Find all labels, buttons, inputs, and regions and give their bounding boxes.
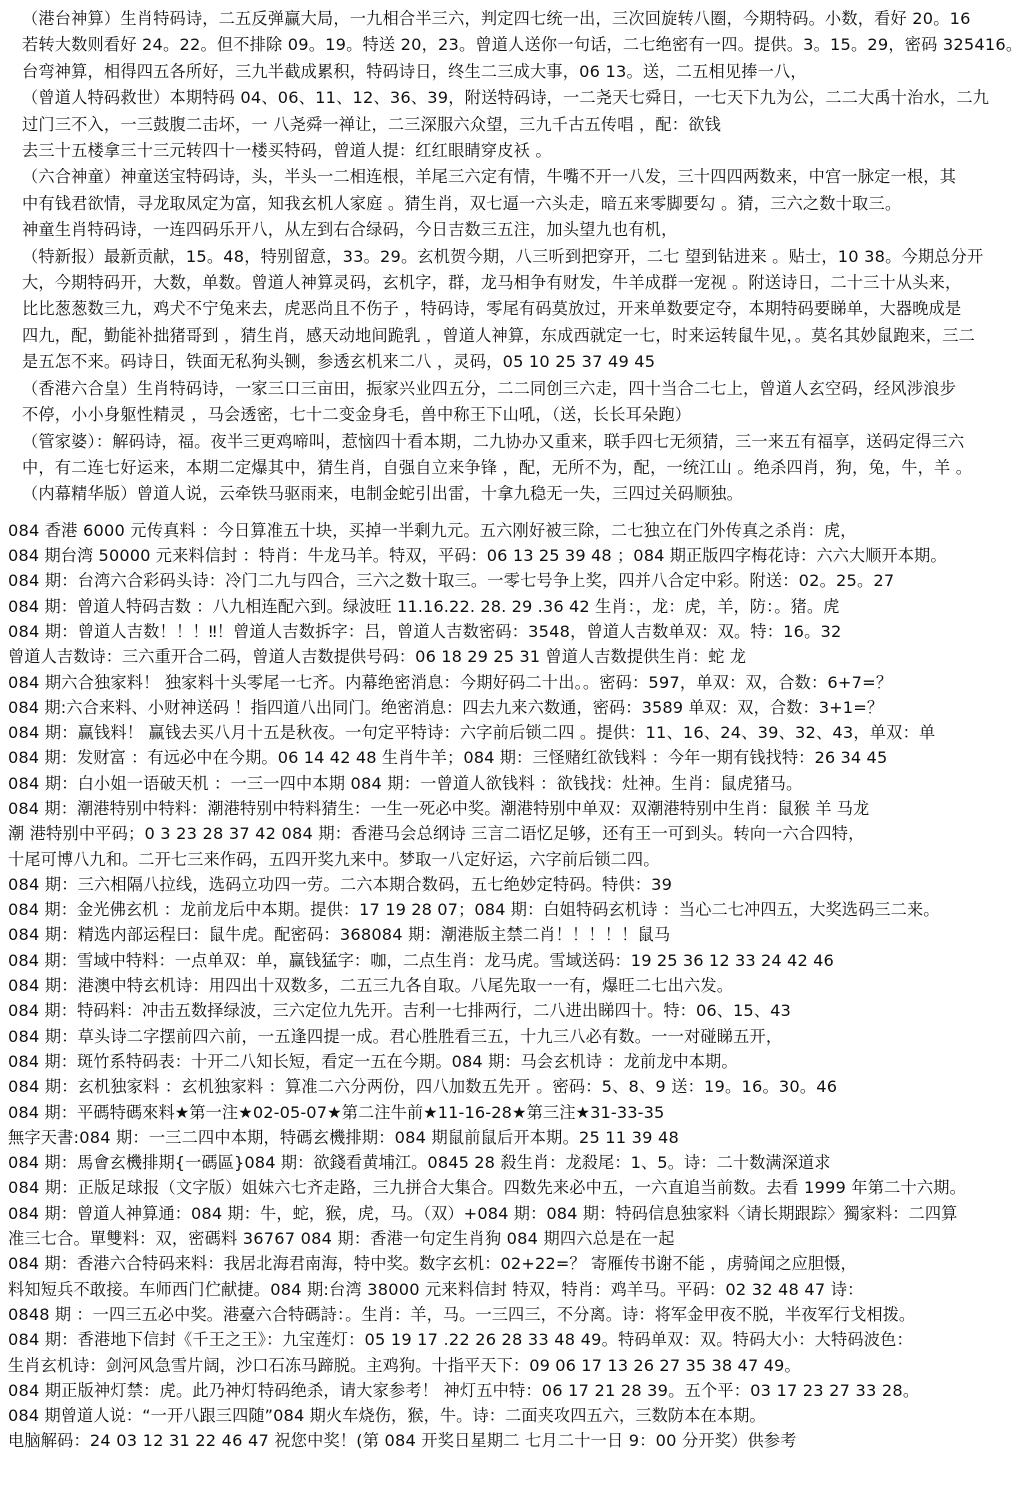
text-line: 084 期曾道人说：“一开八跟三四随”084 期火车烧伤，猴，牛。诗：二面夹攻四五六，三数防本在本期。 bbox=[8, 1406, 766, 1426]
text-line: 准三七合。單雙料：双，密碼料 36767 084 期：香港一句定生肖狗 084 期四六总是在一起 bbox=[8, 1229, 675, 1249]
text-line: 电脑解码：24 03 12 31 22 46 47 祝您中奖！(第 084 开奖日星期二 七月二十一日 9：00 分开奖）供参考 bbox=[8, 1431, 797, 1451]
text-line: 不停，小小身躯性精灵 ，马会透密，七十二变金身毛，兽中称王下山吼，（送，长长耳朵跑） bbox=[22, 405, 692, 425]
bottom-text-block bbox=[0, 508, 1034, 1454]
text-line: 去三十五楼拿三十三元转四十一楼买特码，曾道人提：红红眼睛穿皮袄 。 bbox=[22, 141, 552, 161]
top-text-block bbox=[0, 0, 1034, 508]
text-line: 084 期:六合来料、小财神送码 ！指四道八出同门。绝密消息：四去九来六数通，密码：3589 单双：双，合数：3+1=？ bbox=[8, 697, 884, 717]
text-line: 084 期：雪域中特料：一点单双：单，赢钱猛字：咖，二点生肖：龙马虎。雪域送码：19 25 36 12 33 24 42 46 bbox=[8, 950, 834, 970]
text-line: 大，今期特码开，大数，单数。曾道人神算灵码，玄机字，群，龙马相争有财发，牛羊成群一宠视 。附送诗日，二十三十从头来， bbox=[22, 273, 962, 293]
text-line: 084 期：港澳中特玄机诗：用四出十双数多，二五三九各自取。八尾先取一一有，爆旺二七出六发。 bbox=[8, 976, 734, 996]
text-line: 084 期：金光佛玄机 ：龙前龙后中本期。提供：17 19 28 07；084 期：白姐特码玄机诗 ：当心二七冲四五，大奖选码三二来。 bbox=[8, 900, 940, 920]
text-line: 084 期：斑竹系特码表：十开二八知长短，看定一五在今期。084 期：马会玄机诗 ：龙前龙中本期。 bbox=[8, 1051, 738, 1071]
text-line: 084 期：精选内部运程曰：鼠牛虎。配密码：368084 期：潮港版主禁二肖！！！！！鼠马 bbox=[8, 925, 671, 945]
text-line: 是五怎不来。码诗日，铁面无私狗头铡，参透玄机来二八 ，灵码，05 10 25 37 49 45 bbox=[22, 352, 656, 372]
text-line: 084 香港 6000 元传真料 ：今日算准五十块，买掉一半剩九元。五六刚好被三除，二七独立在门外传真之杀肖：虎， bbox=[8, 520, 857, 540]
text-line: 084 期：玄机独家料 ：玄机独家料 ：算准二六分两份，四八加数五先开 。密码：5、8、9 送：19。16。30。46 bbox=[8, 1077, 838, 1097]
text-line: 084 期：潮港特别中特料：潮港特别中特料猜生：一生一死必中奖。潮港特别中单双：双潮港特别中生肖：鼠猴 羊 马龙 bbox=[8, 798, 870, 818]
text-line: 生肖玄机诗：剑河风急雪片阔，沙口石冻马蹄脱。主鸡狗。十指平天下：09 06 17 13 26 27 35 38 47 49。 bbox=[8, 1355, 801, 1375]
text-line: 084 期：白小姐一语破天机 ：一三一四中本期 084 期：一曾道人欲钱料 ：欲钱找：灶神。生肖：鼠虎猪马。 bbox=[8, 773, 803, 793]
text-line: 084 期：曾道人神算通：084 期：牛，蛇，猴，虎，马。（双）+084 期：084 期：特码信息独家料〈请长期跟踪〉獨家料：二四算 bbox=[8, 1203, 958, 1223]
text-line: 过门三不入，一三鼓腹二击坏，一 八尧舜一禅让，二三深服六众望，三九千古五传唱 ，配：欲钱 bbox=[22, 114, 721, 134]
text-line: 084 期：发财富 ：有远必中在今期。06 14 42 48 生肖牛羊；084 期：三怪赌红欲钱料 ：今年一期有钱找特：26 34 45 bbox=[8, 748, 888, 768]
text-line: 084 期：曾道人吉数！！！‼！曾道人吉数拆字：吕，曾道人吉数密码：3548，曾道人吉数单双：双。特：16。32 bbox=[8, 621, 842, 641]
text-line: 四九，配，勤能补拙猪哥到 ，猜生肖，感天动地间跪乳 ，曾道人神算，东成西就定一七，时来运转鼠牛见，。莫名其妙鼠跑来，三二 bbox=[22, 325, 976, 345]
text-line: 084 期台湾 50000 元来料信封 ：特肖：牛龙马羊。特双，平码：06 13 25 39 48 ；084 期正版四字梅花诗：六六大顺开本期。 bbox=[8, 546, 947, 566]
text-line: 084 期六合独家料！ 独家料十头零尾一七齐。内幕绝密消息：今期好码二十出。。密码：597，单双：双，合数：6+7=？ bbox=[8, 672, 893, 692]
text-line: 比比葱葱数三九，鸡犬不宁兔来去，虎恶尚且不伤子 ，特码诗，零尾有码莫放过，开来单数要定夺，本期特码要睇单，大器晚成是 bbox=[22, 299, 962, 319]
text-line: 084 期：台湾六合彩码头诗：冷门二九与四合，三六之数十取三。一零七号争上奖，四并八合定中彩。附送：02。25。27 bbox=[8, 571, 895, 591]
text-line: （特新报）最新贡献，15。48，特别留意，33。29。玄机贺今期，八三听到把穿开，二七 望到钻进来 。贴士，10 38。今期总分开 bbox=[22, 246, 984, 266]
text-line: 084 期：三六相隔八拉线，选码立功四一劳。二六本期合数码，五七绝妙定特码。特供：39 bbox=[8, 874, 673, 894]
text-line: 084 期：特码料：冲击五数择绿波，三六定位九先开。吉利一七排两行，二八进出睇四十。特：06、15、43 bbox=[8, 1001, 791, 1021]
text-line: （内幕精华版）曾道人说，云牵铁马驱雨来，电制金蛇引出雷，十拿九稳无一失，三四过关码顺独。 bbox=[22, 484, 744, 504]
text-line: 無字天書:084 期：一三二四中本期，特碼玄機排期：084 期鼠前鼠后开本期。25 11 39 48 bbox=[8, 1127, 679, 1147]
text-line: 084 期：香港六合特码来料：我居北海君南海，特中奖。数字玄机：02+22=？ 寄雁传书谢不能 ，虏骑闻之应胆慑， bbox=[8, 1254, 857, 1274]
text-line: 084 期：平碼特碼來料★第一注★02-05-07★第二注牛前★11-16-28★第三注★31-33-35 bbox=[8, 1102, 665, 1122]
text-line: 084 期：赢钱料！ 赢钱去买八月十五是秋夜。一句定平特诗：六字前后锁二四 。提供：11、16、24、39、32、43，单双：单 bbox=[8, 723, 936, 743]
text-line: （六合神童）神童送宝特码诗，头，半头一二相连根，羊尾三六定有情，牛嘴不开一八发，三十四四两数来，中宫一脉定一根，其 bbox=[22, 167, 957, 187]
text-line: 0848 期 ：一四三五必中奖。港臺六合特碼詩：。生肖：羊，马。一三四三，不分离。诗：将军金甲夜不脱，半夜军行戈相拨。 bbox=[8, 1304, 916, 1324]
text-line: （港台神算）生肖特码诗，二五反弹赢大局，一九相合半三六，判定四七统一出，三次回旋转八圈，今期特码。小数，看好 20。16 bbox=[22, 9, 971, 28]
text-line: 若转大数则看好 24。22。但不排除 09。19。特送 20，23。曾道人送你一句话，二七绝密有一四。提供。3。15。29，密码 325416。 bbox=[22, 35, 1023, 55]
text-line: 084 期：草头诗二字摆前四六前，一五逢四提一成。君心胜胜看三五，十九三八必有数。一一对碰睇五开， bbox=[8, 1026, 783, 1046]
text-line: （曾道人特码救世）本期特码 04、06、11、12、36、39，附送特码诗，一二尧天七舜日，一七天下九为公，二二大禹十治水，二九 bbox=[22, 88, 990, 108]
text-line: 084 期：正版足球报（文字版）姐妹六七齐走路，三九拼合大集合。四数先来必中五，一六直追当前数。去看 1999 年第二十六期。 bbox=[8, 1178, 967, 1198]
text-line: 曾道人吉数诗：三六重开合二码，曾道人吉数提供号码：06 18 29 25 31 曾道人吉数提供生肖：蛇 龙 bbox=[8, 647, 747, 667]
text-line: 台弯神算，相得四五各所好，三九半截成累积，特码诗日，终生二三成大事，06 13。送，二五相见捧一八， bbox=[22, 61, 807, 81]
text-line: 料知短兵不敢接。车师西门伫献捷。084 期:台湾 38000 元来料信封 特双，特肖：鸡羊马。平码：02 32 48 47 诗： bbox=[8, 1279, 864, 1299]
text-line: （香港六合皇）生肖特码诗，一家三口三亩田，振家兴业四五分，二二同创三六走，四十当合二七上，曾道人玄空码，经风涉浪步 bbox=[22, 378, 957, 398]
text-line: 084 期：曾道人特码吉数 ：八九相连配六到。绿波旺 11.16.22. 28. 29 .36 42 生肖：，龙：虎，羊，防：。猪。虎 bbox=[8, 596, 840, 616]
text-line: 084 期：馬會玄機排期{一碼區}084 期：欲錢看黄埔江。0845 28 殺生肖：龙殺尾：1、5。诗：二十数满深道求 bbox=[8, 1153, 831, 1173]
text-line: 神童生肖特码诗，一连四码乐开八，从左到右合绿码，今日吉数三五注，加头望九也有机， bbox=[22, 220, 678, 240]
text-line: 084 期正版神灯禁：虎。此乃神灯特码绝杀，请大家参考！ 神灯五中特：06 17 21 28 39。五个平：03 17 23 27 33 28。 bbox=[8, 1380, 920, 1400]
text-line: （管家婆）：解码诗，福。夜半三更鸡啼叫，惹恼四十看本期，二九协办又重来，联手四七无须猜，三一来五有福享，送码定得三六 bbox=[22, 431, 965, 451]
text-line: 潮 港特别中平码；0 3 23 28 37 42 084 期：香港马会总纲诗 三言二语忆足够，还有王一可到头。转向一六合四特， bbox=[8, 824, 865, 844]
text-line: 中有钱君欲情，寻龙取凤定为富，知我玄机人家庭 。猜生肖，双七逼一六头走，暗五来零脚要勾 。猜，三六之数十取三。 bbox=[22, 193, 902, 213]
text-line: 084 期：香港地下信封《千王之王》：九宝莲灯：05 19 17 .22 26 28 33 48 49。特码单双：双。特码大小：大特码波色： bbox=[8, 1330, 913, 1350]
text-line: 中，有二连七好运来，本期二定爆其中，猜生肖，自强自立来争锋 ，配，无所不为，配，一统江山 。绝杀四肖，狗，兔，牛，羊 。 bbox=[22, 457, 973, 477]
text-line: 十尾可博八九和。二开七三来作码，五四开奖九来中。梦取一八定好运，六字前后锁二四。 bbox=[8, 849, 660, 869]
